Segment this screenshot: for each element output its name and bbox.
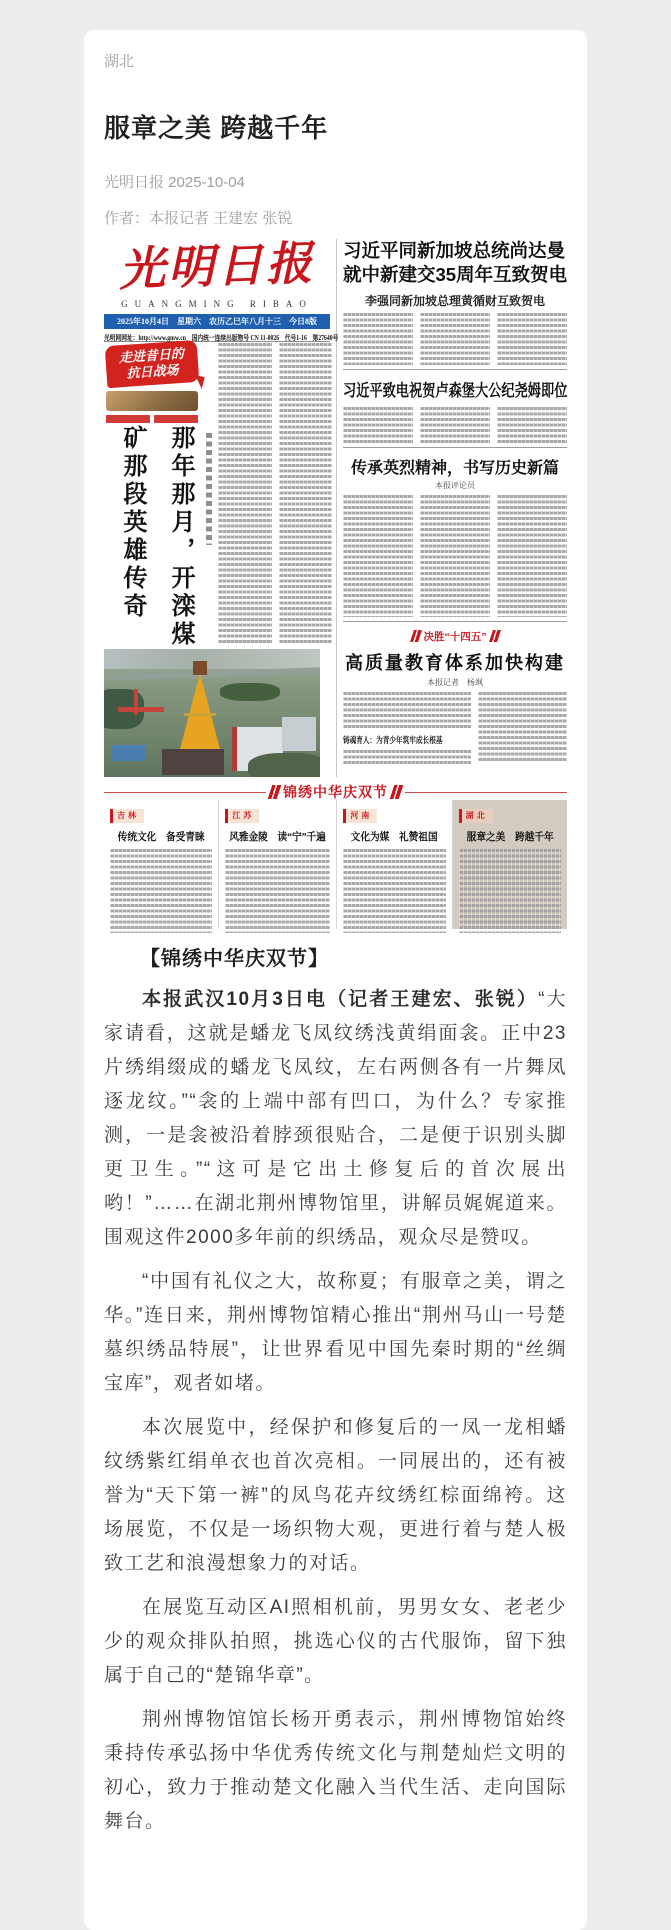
photo-shed: [162, 749, 224, 775]
newspaper-info-line: 光明网网址：http://www.gmw.cn 国内统一连续出版物号 CN 11-0026 代号1-16 第27640号: [104, 334, 339, 342]
banner-line: [104, 792, 266, 793]
region-label: 湖北: [459, 809, 493, 823]
banner-line: [405, 792, 567, 793]
newspaper-right-column: [343, 239, 567, 766]
coal-mine-photo: [104, 649, 320, 777]
article-paragraph: “中国有礼仪之大，故称夏；有服章之美，谓之华。”连日来，荆州博物馆精心推出“荆州马山一号楚墓织绣品特展”，让世界看见中国先秦时期的“丝绸宝库”，观者如堵。: [104, 1271, 567, 1394]
text-lines: [218, 343, 272, 643]
region-label: 江苏: [225, 809, 259, 823]
text-lines: [279, 343, 333, 643]
education-byline: 本报记者 杨飒: [427, 678, 483, 687]
column-headline: 风雅金陵 读“宁”千遍: [229, 832, 327, 843]
text-lines: [343, 313, 413, 365]
column-divider: [336, 239, 337, 777]
ribbon: [106, 415, 150, 423]
lead-headline-line2: 就中新建交35周年互致贺电: [343, 264, 568, 285]
badge-ribbons: [106, 415, 198, 423]
province-column-henan: [336, 800, 451, 929]
province-column-hubei-highlighted: [452, 800, 567, 929]
column-headline: 文化为媒 礼赞祖国: [351, 832, 438, 843]
photo-crane: [118, 707, 164, 712]
section-tag: 【锦绣中华庆双节】: [140, 948, 329, 970]
text-lines: [225, 849, 330, 933]
article-paragraph: 荆州博物馆馆长杨开勇表示，荆州博物馆始终秉持传承弘扬中华优秀传统文化与荆楚灿烂文明的初心，致力于推动楚文化融入当代生活、走向国际舞台。: [104, 1709, 567, 1832]
red-slash-icon: [410, 630, 422, 642]
column-headline: 传统文化 备受青睐: [117, 832, 205, 843]
newspaper-date-bar: 2025年10月4日 星期六 农历乙巳年八月十三 今日8版: [104, 314, 330, 329]
education-tag: 决胜“十四五”: [343, 629, 567, 644]
dateline-lead: 本报武汉10月3日电（记者王建宏、张锐）: [142, 989, 539, 1010]
story2-headline: 习近平致电祝贺卢森堡大公纪尧姆即位: [343, 382, 568, 400]
province-column-jiangsu: [218, 800, 336, 929]
text-lines: [420, 313, 490, 365]
text-lines: [497, 407, 567, 443]
province-columns: [104, 800, 567, 929]
photo-building: [112, 745, 146, 761]
text-lines: [459, 849, 561, 933]
badge-text-line1: 走进昔日的: [118, 345, 185, 366]
newsprint-text-block: [218, 343, 332, 643]
section-rule: [343, 447, 567, 448]
text-lines: [420, 407, 490, 443]
text-lines: [343, 750, 471, 766]
article-paragraph: 本次展览中，经保护和修复后的一凤一龙相蟠纹绣紫红绢单衣也首次亮相。一同展出的，还有被誉为“天下第一裤”的凤鸟花卉纹绣红棕面绵袴。这场展览，不仅是一场织物大观，更进行着与楚人极致工艺和浪漫想象力的对话。: [104, 1417, 567, 1574]
photo-trees: [248, 753, 320, 777]
text-lines: [343, 692, 471, 730]
red-slash-icon: [268, 785, 282, 799]
lead-headline-line1: 习近平同新加坡总统尚达曼: [343, 240, 566, 261]
feature-vertical-headline: 那年那月，开滦煤矿那段英雄传奇: [119, 425, 193, 649]
category-label: 湖北: [104, 53, 135, 70]
text-lines: [343, 407, 413, 443]
education-subhead: 铸魂育人：为青少年筑牢成长根基: [343, 735, 443, 745]
feature-vertical-byline: [206, 433, 212, 545]
festival-banner: [104, 782, 567, 802]
article-paragraph: 本报武汉10月3日电（记者王建宏、张锐）“大家请看，这就是蟠龙飞凤纹绣浅黄绢面衾。正中23片绣绢缀成的蟠龙飞凤纹，左右两侧各有一片舞凤逐龙纹。”“衾的上端中部有凹口，为什么？专家推测，一是衾被沿着脖颈很贴合，二是便于识别头脚更卫生。”“这可是它出土修复后的首次展出哟！”……在湖北荆州博物馆里，讲解员娓娓道来。围观这件2000多年前的织绣品，观众尽是赞叹。: [104, 989, 568, 1248]
education-headline: 高质量教育体系加快构建: [345, 653, 565, 673]
newspaper-logo: 光明日报: [118, 237, 316, 296]
photo-headframe-top: [193, 661, 207, 675]
education-left-column: [343, 692, 471, 766]
badge-flag-icon: [105, 340, 200, 388]
newsprint-text-block: [343, 313, 567, 365]
newsprint-text-block: [343, 407, 567, 443]
source-date: 光明日报 2025-10-04: [104, 174, 245, 191]
story3-headline: 传承英烈精神，书写历史新篇: [350, 460, 559, 477]
region-label: 河南: [343, 809, 377, 823]
author-line: 作者：本报记者 王建宏 张锐: [104, 210, 293, 227]
photo-headframe-tower: [180, 673, 220, 749]
photo-trees: [220, 683, 280, 701]
text-lines: [497, 313, 567, 365]
text-lines: [420, 495, 490, 617]
article-card: [84, 30, 587, 1930]
text-lines: [478, 692, 567, 762]
newspaper-masthead: [104, 237, 339, 342]
lead-subheadline: 李强同新加坡总理黄循财互致贺电: [364, 294, 545, 308]
story3-byline: 本报评论员: [435, 481, 475, 490]
feature-badge: [106, 343, 198, 423]
banner-label: 锦绣中华庆双节: [283, 784, 388, 800]
province-column-jilin: [104, 800, 218, 929]
photo-skyline: [104, 649, 320, 669]
red-slash-icon: [489, 630, 501, 642]
newsprint-text-block: [343, 495, 567, 617]
text-lines: [343, 495, 413, 617]
badge-thumbnail: [106, 391, 198, 411]
photo-headframe-bar: [184, 713, 216, 716]
column-headline: 服章之美 跨越千年: [466, 832, 554, 843]
page-title: 服章之美 跨越千年: [104, 113, 329, 143]
newspaper-front-page-image[interactable]: [104, 237, 567, 937]
text-lines: [110, 849, 212, 933]
red-slash-icon: [390, 785, 404, 799]
newsprint-text-block: [343, 692, 567, 766]
article-paragraph: 在展览互动区AI照相机前，男男女女、老老少少的观众排队拍照，挑选心仪的古代服饰，留下独属于自己的“楚锦华章”。: [104, 1597, 567, 1686]
ribbon: [154, 415, 198, 423]
region-label: 吉林: [110, 809, 144, 823]
section-rule: [343, 369, 567, 370]
text-lines: [343, 849, 445, 933]
newspaper-pinyin: GUANGMING RIBAO: [121, 299, 313, 309]
badge-text-line2: 抗日战场: [126, 362, 179, 381]
photo-building: [282, 717, 316, 751]
text-lines: [497, 495, 567, 617]
section-rule: [343, 621, 567, 622]
